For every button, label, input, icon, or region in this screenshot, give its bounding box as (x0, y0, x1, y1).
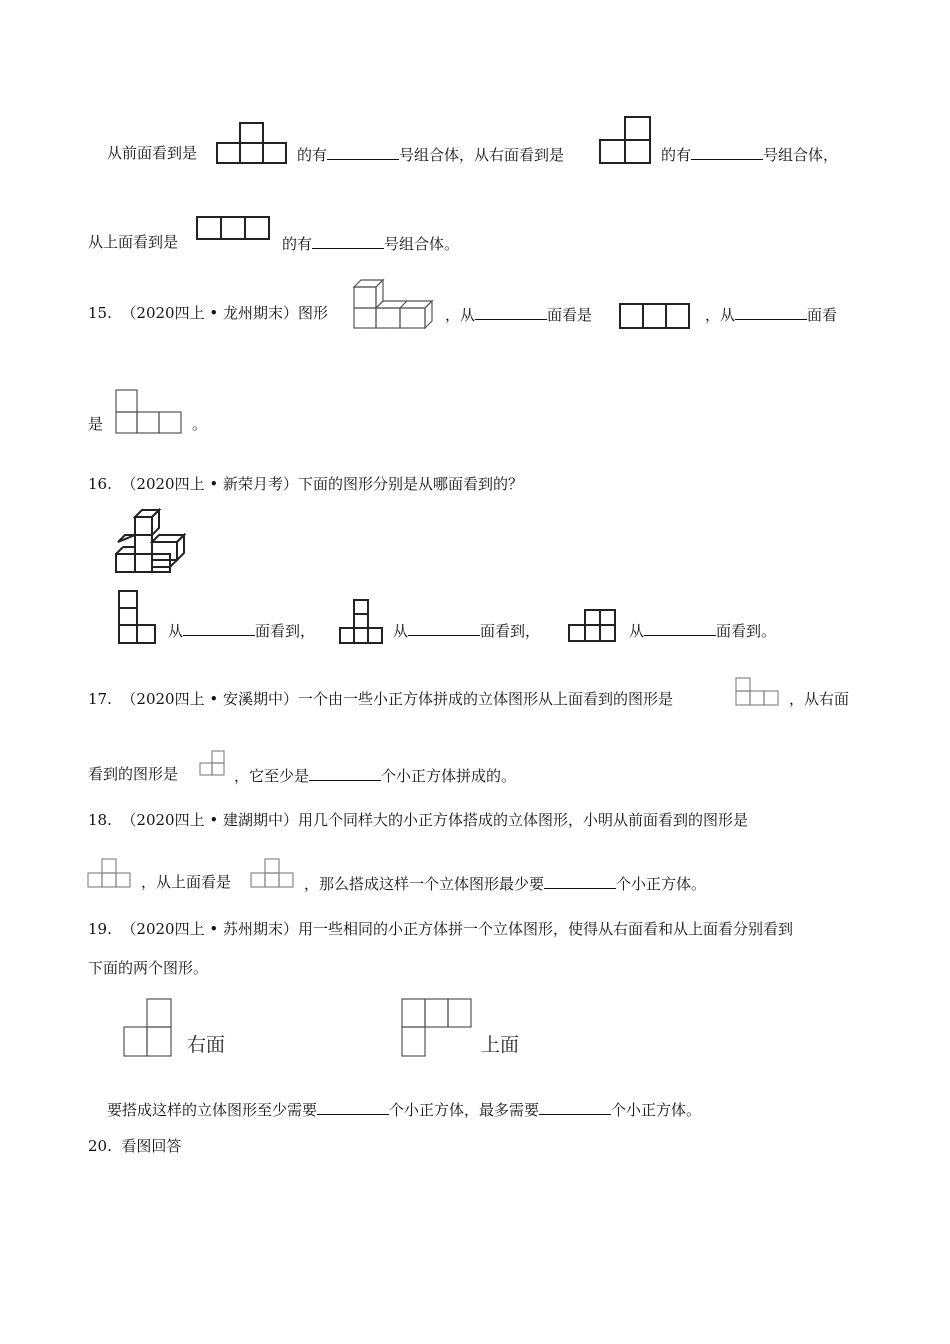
right-view-figure (599, 116, 651, 164)
q16-line-2b: 从 面看到， (393, 619, 540, 641)
q19-line-3: 要搭成这样的立体图形至少需要 个小正方体，最多需要 个小正方体。 (107, 1098, 701, 1120)
q16-view-1-figure (117, 589, 159, 645)
q16-line-1 (88, 474, 523, 494)
question-source: （2020四上 • 建湖期中）用几个同样大的小正方体搭成的立体图形，小明从前面看到的图形是 (121, 811, 748, 829)
q18-line-2b: ，那么搭成这样一个立体图形最少要 个小正方体。 (304, 872, 706, 894)
q15-3d-figure (352, 279, 434, 329)
intro-line-2b: 的有 号组合体。 (282, 232, 459, 254)
answer-blank[interactable] (408, 619, 480, 636)
front-view-figure (216, 122, 288, 164)
q19-right-caption: 右面 (187, 1034, 226, 1056)
answer-blank[interactable] (735, 303, 807, 320)
top-view-figure (196, 216, 272, 240)
q16-line-2c: 从 面看到。 (629, 619, 776, 641)
question-number: 17. (88, 690, 112, 708)
question-number: 15. (88, 304, 112, 322)
q16-3d-figure (113, 508, 187, 574)
q15-line-2b: 。 (192, 415, 208, 433)
q19-top-caption: 上面 (481, 1034, 520, 1056)
intro-line-1c: 的有 号组合体， (661, 143, 838, 165)
q19-right-view-figure (122, 997, 174, 1059)
question-number: 16. (88, 475, 112, 493)
q19-line-1 (88, 919, 793, 939)
intro-line-2: 从上面看到是 (88, 233, 179, 251)
question-number: 18. (88, 811, 112, 829)
q16-line-2a: 从 面看到， (168, 619, 315, 641)
q16-view-2-figure (338, 598, 386, 646)
q15-line-2: 是 (88, 415, 104, 433)
q19-line-2: 下面的两个图形。 (88, 959, 209, 977)
q18-line-2a: ，从上面看是 (141, 873, 232, 891)
question-source: （2020四上 • 安溪期中）一个由一些小正方体拼成的立体图形从上面看到的图形是 (121, 690, 673, 708)
q17-line-1 (88, 689, 673, 709)
q17-line-1b: ，从右面 (789, 690, 850, 708)
q17-line-2b: ，它至少是 个小正方体拼成的。 (234, 764, 516, 786)
q18-line-1 (88, 810, 748, 830)
question-number: 19. (88, 920, 112, 938)
question-source: （2020四上 • 苏州期末）用一些相同的小正方体拼一个立体图形，使得从右面看和从上面看分别看到 (121, 920, 793, 938)
answer-blank[interactable] (312, 232, 384, 249)
question-source: （2020四上 • 新荣月考）下面的图形分别是从哪面看到的？ (121, 475, 523, 493)
q17-top-view-figure (735, 677, 781, 707)
q15-line-1 (88, 303, 328, 323)
q15-view-a-figure (619, 303, 693, 329)
answer-blank[interactable] (539, 1098, 611, 1115)
answer-blank[interactable] (544, 872, 616, 889)
q18-front-view-figure (86, 857, 134, 889)
q20-line-1 (88, 1136, 181, 1156)
q15-line-1c: ，从 面看 (705, 303, 837, 325)
q17-line-2a: 看到的图形是 (88, 765, 179, 783)
q15-view-b-figure (115, 389, 185, 435)
q15-line-1b: ，从 面看是 (445, 303, 592, 325)
answer-blank[interactable] (644, 619, 716, 636)
q16-view-3-figure (567, 608, 619, 644)
answer-blank[interactable] (317, 1098, 389, 1115)
q18-top-view-figure (249, 857, 297, 889)
answer-blank[interactable] (327, 143, 399, 160)
q17-right-view-figure (199, 750, 227, 778)
intro-text: 从前面看到是 (107, 144, 198, 162)
answer-blank[interactable] (183, 619, 255, 636)
q19-top-view-figure (400, 997, 474, 1059)
question-source: 看图回答 (121, 1137, 182, 1155)
question-source: （2020四上 • 龙州期末）图形 (121, 304, 328, 322)
intro-line-1 (107, 143, 197, 163)
intro-line-1b: 的有 号组合体，从右面看到是 (297, 143, 564, 165)
question-number: 20. (88, 1137, 112, 1155)
answer-blank[interactable] (309, 764, 381, 781)
answer-blank[interactable] (475, 303, 547, 320)
answer-blank[interactable] (691, 143, 763, 160)
